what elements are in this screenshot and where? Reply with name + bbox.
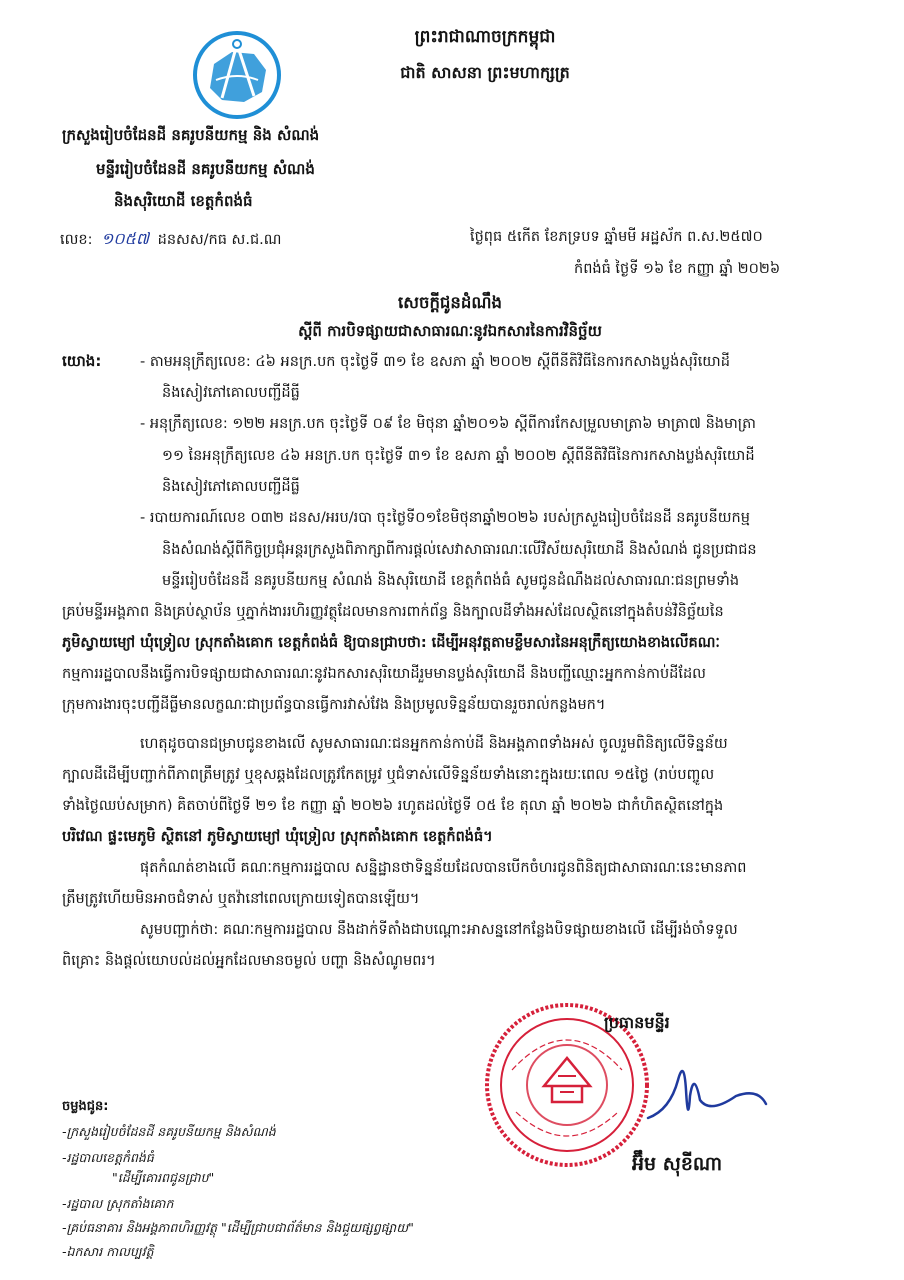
cc-item-4: -រដ្ឋបាល ស្រុកតាំងគោក: [62, 1196, 174, 1211]
paragraph4-line2: ពិគ្រោះ និងផ្តល់យោបល់ដល់អ្នកដែលមានចម្ងល់ បញ្ហា និងសំណូមពរ។: [62, 953, 436, 969]
reference-number-label: លេខ:: [60, 232, 93, 248]
signature-icon: [640, 1040, 770, 1130]
paragraph3-line2: ត្រឹមត្រូវហើយមិនអាចជំទាស់ ឬតវ៉ានៅពេលក្រោយទៀតបានឡើយ។: [62, 891, 420, 907]
paragraph2-line4: បរិវេណ ផ្ទះមេភូមិ ស្ថិតនៅ ភូមិស្វាយម្យៅ ឃុំទ្រៀល ស្រុកតាំងគោក ខេត្តកំពង់ធំ។: [62, 829, 493, 845]
paragraph1-line2: គ្រប់មន្ទីរអង្គភាព និងគ្រប់ស្ថាប័ន ឬភ្នាក់ងាររហិរញ្ញវត្ថុដែលមានការពាក់ព័ន្ធ និងក្បាលដីទាំងអស់ដែលស្ថិតនៅក្នុងតំបន់វិនិច្ឆ័យនៃ: [62, 604, 724, 620]
signature-title: ប្រធានមន្ទីរ: [604, 1013, 670, 1032]
kingdom-heading: ព្រះរាជាណាចក្រកម្ពុជា: [414, 27, 556, 47]
paragraph1-line1: មន្ទីររៀបចំដែនដី នគរូបនីយកម្ម សំណង់ និងសុរិយោដី ខេត្តកំពង់ធំ សូមជូនដំណឹងដល់សាធារណៈជនព្រមទាំង: [162, 573, 740, 589]
motto: ជាតិ សាសនា ព្រះមហាក្សត្រ: [400, 63, 570, 82]
lunar-date: ថ្ងៃពុធ ៥កើត ខែភទ្របទ ឆ្នាំមមី អដ្ឋស័ក ព.ស.២៥៧០: [470, 229, 763, 245]
reference-number: [60, 228, 281, 252]
reference-2-line2: ១១ នៃអនុក្រឹត្យលេខ ៤៦ អនក្រ.បក ចុះថ្ងៃទី ៣១ ខែ ឧសភា ឆ្នាំ ២០០២ ស្តីពីនីតិវិធីនៃការកសាងប្លង់សុរិយោដី: [162, 448, 755, 464]
cc-label: ចម្លងជូន:: [62, 1099, 109, 1114]
cc-item-3: "ដើម្បីគោរពជូនជ្រាប": [112, 1170, 215, 1185]
reference-3-line1: - របាយការណ៍លេខ ០៣២ ដនស/អរប/របា ចុះថ្ងៃទី០១ខែមិថុនាឆ្នាំ២០២៦ របស់ក្រសួងរៀបចំដែនដី នគរូបនីយកម្ម: [140, 510, 750, 526]
paragraph2-line2: ក្បាលដីដើម្បីបញ្ជាក់ពីភាពត្រឹមត្រូវ ឬខុសឆ្គងដែលត្រូវកែតម្រូវ ឬជំទាស់លើទិន្នន័យទាំងនោះក្នុងរយៈពេល ១៥ថ្ងៃ (រាប់បញ្ចូល: [62, 767, 715, 783]
reference-2-line1: - អនុក្រឹត្យលេខ: ១២២ អនក្រ.បក ចុះថ្ងៃទី ០៩ ខែ មិថុនា ឆ្នាំ២០១៦ ស្តីពីការកែសម្រួលមាត្រា៦ មាត្រា៧ និងមាត្រា: [140, 416, 756, 432]
paragraph1-line4: កម្មការរដ្ឋបាលនឹងធ្វើការបិទផ្សាយជាសាធារណៈនូវឯកសារសុរិយោដីរួមមានប្លង់សុរិយោដី និងបញ្ជីឈ្មោះអ្នកកាន់កាប់ដីដែល: [62, 666, 706, 682]
department-line1: មន្ទីររៀបចំដែនដី នគរូបនីយកម្ម សំណង់: [96, 160, 315, 178]
reference-1-line2: និងសៀវភៅគោលបញ្ជីដីធ្លី: [162, 385, 300, 401]
reference-3-line2: និងសំណង់ស្តីពីកិច្ចប្រជុំអន្តរក្រសួងពិភាក្សាពីការផ្តល់សេវាសាធារណៈលើវិស័យសុរិយោដី និងសំណង់ ជូនប្រជាជន: [162, 542, 757, 558]
ministry-name: ក្រសួងរៀបចំដែនដី នគរូបនីយកម្ម និង សំណង់: [62, 126, 320, 144]
handwritten-signature: [640, 1040, 770, 1130]
signatory-name: អ៊ឹម សុខីណា: [632, 1153, 723, 1175]
reference-1-line1: - តាមអនុក្រឹត្យលេខ: ៤៦ អនក្រ.បក ចុះថ្ងៃទី ៣១ ខែ ឧសភា ឆ្នាំ ២០០២ ស្តីពីនីតិវិធីនៃការកសាងប្លង់សុរិយោដី: [140, 354, 730, 370]
paragraph2-line1: ហេតុដូចបានជម្រាបជូនខាងលើ សូមសាធារណៈជនអ្នកកាន់កាប់ដី និងអង្គភាពទាំងអស់ ចូលរួមពិនិត្យលើទិន្នន័យ: [140, 736, 728, 752]
paragraph3-line1: ផុតកំណត់ខាងលើ គណៈកម្មការរដ្ឋបាល សន្និដ្ឋានថាទិន្នន័យដែលបានបើកចំហរជូនពិនិត្យជាសាធារណៈនេះមានភាព: [140, 860, 747, 876]
department-line2: និងសុរិយោដី ខេត្តកំពង់ធំ: [114, 192, 253, 210]
paragraph1-line3: ភូមិស្វាយម្យៅ ឃុំទ្រៀល ស្រុកតាំងគោក ខេត្តកំពង់ធំ ឱ្យបានជ្រាបថា: ដើម្បីអនុវត្តតាមខ្លឹមសារនៃអនុក្រឹត្យយោងខាងលើគណៈ: [62, 635, 720, 651]
notice-title: សេចក្តីជូនដំណឹង: [398, 293, 502, 312]
paragraph4-line1: សូមបញ្ជាក់ថា: គណៈកម្មការរដ្ឋបាល នឹងដាក់ទីតាំងជាបណ្តោះអាសន្ននៅកន្លែងបិទផ្សាយខាងលើ ដើម្បីរង់ចាំទទួល: [140, 922, 738, 938]
reference-number-value: ១០៥៧: [101, 229, 149, 248]
cc-item-2: -រដ្ឋបាលខេត្តកំពង់ធំ: [62, 1150, 154, 1165]
solar-date: កំពង់ធំ ថ្ងៃទី ១៦ ខែ កញ្ញា ឆ្នាំ ២០២៦: [574, 261, 781, 277]
paragraph2-line3: ទាំងថ្ងៃឈប់សម្រាក) គិតចាប់ពីថ្ងៃទី ២១ ខែ កញ្ញា ឆ្នាំ ២០២៦ រហូតដល់ថ្ងៃទី ០៥ ខែ តុលា ឆ្នាំ ២០២៦ ជាកំហិតស្ថិតនៅក្នុង: [62, 798, 724, 814]
references-label: យោង:: [62, 352, 102, 370]
ministry-logo: [192, 30, 282, 120]
paragraph1-line5: ក្រុមការងារចុះបញ្ជីដីធ្លីមានលក្ខណៈជាប្រព័ន្ធបានធ្វើការវាស់វែង និងប្រមូលទិន្នន័យបានរួចរាល់កន្លងមក។: [62, 697, 606, 713]
cc-item-1: -ក្រសួងរៀបចំដែនដី នគរូបនីយកម្ម និងសំណង់: [62, 1124, 276, 1139]
reference-number-suffix: ដនសស/កធ ស.ជ.ណ: [157, 232, 282, 248]
reference-2-line3: និងសៀវភៅគោលបញ្ជីដីធ្លី: [162, 479, 300, 495]
cc-item-6: -ឯកសារ កាលប្បវត្តិ: [62, 1244, 154, 1259]
compass-map-icon: [192, 30, 282, 120]
notice-subject: ស្តីពី ការបិទផ្សាយជាសាធារណៈនូវឯកសារនៃការវិនិច្ឆ័យ: [298, 322, 602, 340]
cc-item-5: -គ្រប់ធនាគារ និងអង្គភាពហិរញ្ញវត្ថុ "ដើម្បីជ្រាបជាព័ត៌មាន និងជួយផ្សព្វផ្សាយ": [62, 1220, 414, 1235]
